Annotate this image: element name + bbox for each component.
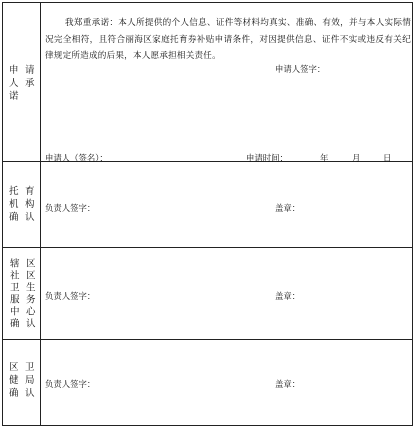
health-bureau-seal-label: 盖章： bbox=[275, 379, 301, 389]
health-bureau-responsible-signature-label: 负责人签字： bbox=[45, 379, 96, 389]
label-char: 卫 bbox=[25, 362, 35, 373]
label-char: 认 bbox=[25, 388, 35, 399]
childcare-seal-label: 盖章： bbox=[275, 203, 301, 213]
label-char: 社 bbox=[10, 270, 20, 281]
label-char: 认 bbox=[25, 212, 35, 223]
district-health-bureau-label-cell bbox=[3, 340, 41, 425]
district-health-bureau-row bbox=[2, 340, 413, 426]
label-char: 构 bbox=[25, 199, 35, 210]
childcare-institution-row bbox=[2, 162, 413, 248]
childcare-institution-label-cell bbox=[3, 162, 41, 247]
label-char: 申 bbox=[9, 65, 19, 76]
label-char: 生 bbox=[26, 282, 36, 293]
childcare-responsible-signature-label: 负责人签字： bbox=[45, 203, 96, 213]
applicant-signature-label: 申请人签字： bbox=[275, 64, 326, 74]
application-time-label: 申请时间： bbox=[246, 153, 288, 163]
label-column-right bbox=[26, 258, 36, 329]
label-char: 辖 bbox=[10, 258, 20, 269]
label-char: 认 bbox=[26, 318, 36, 329]
label-char: 托 bbox=[9, 186, 19, 197]
pledge-text: 我郑重承诺：本人所提供的个人信息、证件等材料均真实、准确、有效，并与本人实际情况完全相符，且符合丽海区家庭托育券补贴申请条件，对因提供信息、证件不实或违反有关纪律规定所造成的后果，本人愿承担相关责任。 bbox=[45, 18, 411, 61]
label-char: 局 bbox=[25, 375, 35, 386]
label-char: 健 bbox=[9, 375, 19, 386]
label-char: 中 bbox=[10, 306, 20, 317]
label-char: 区 bbox=[26, 270, 36, 281]
year-label: 年 bbox=[320, 153, 329, 163]
community-health-responsible-signature-label: 负责人签字： bbox=[45, 291, 96, 301]
label-char: 务 bbox=[26, 294, 36, 305]
label-char: 区 bbox=[26, 258, 36, 269]
label-char: 请 bbox=[25, 65, 35, 76]
label-char: 承 bbox=[25, 78, 35, 89]
label-char: 诺 bbox=[9, 91, 19, 102]
label-char: 确 bbox=[10, 318, 20, 329]
label-char: 确 bbox=[9, 212, 19, 223]
label-char: 机 bbox=[9, 199, 19, 210]
label-char: 区 bbox=[9, 362, 19, 373]
applicant-pledge-row bbox=[2, 2, 413, 162]
community-health-center-row bbox=[2, 248, 413, 340]
label-char: 心 bbox=[26, 306, 36, 317]
label-char: 卫 bbox=[10, 282, 20, 293]
applicant-pledge-label-cell bbox=[3, 3, 41, 161]
label-column-left bbox=[10, 258, 20, 329]
label-char: 人 bbox=[9, 78, 19, 89]
label-char: 育 bbox=[25, 186, 35, 197]
label-char: 确 bbox=[9, 388, 19, 399]
day-label: 日 bbox=[383, 153, 392, 163]
community-health-center-label-cell bbox=[3, 248, 41, 339]
month-label: 月 bbox=[352, 153, 361, 163]
label-char: 服 bbox=[10, 294, 20, 305]
community-health-seal-label: 盖章： bbox=[275, 291, 301, 301]
confirmation-form bbox=[2, 2, 413, 426]
applicant-name-label: 申请人（签名）： bbox=[45, 153, 108, 163]
